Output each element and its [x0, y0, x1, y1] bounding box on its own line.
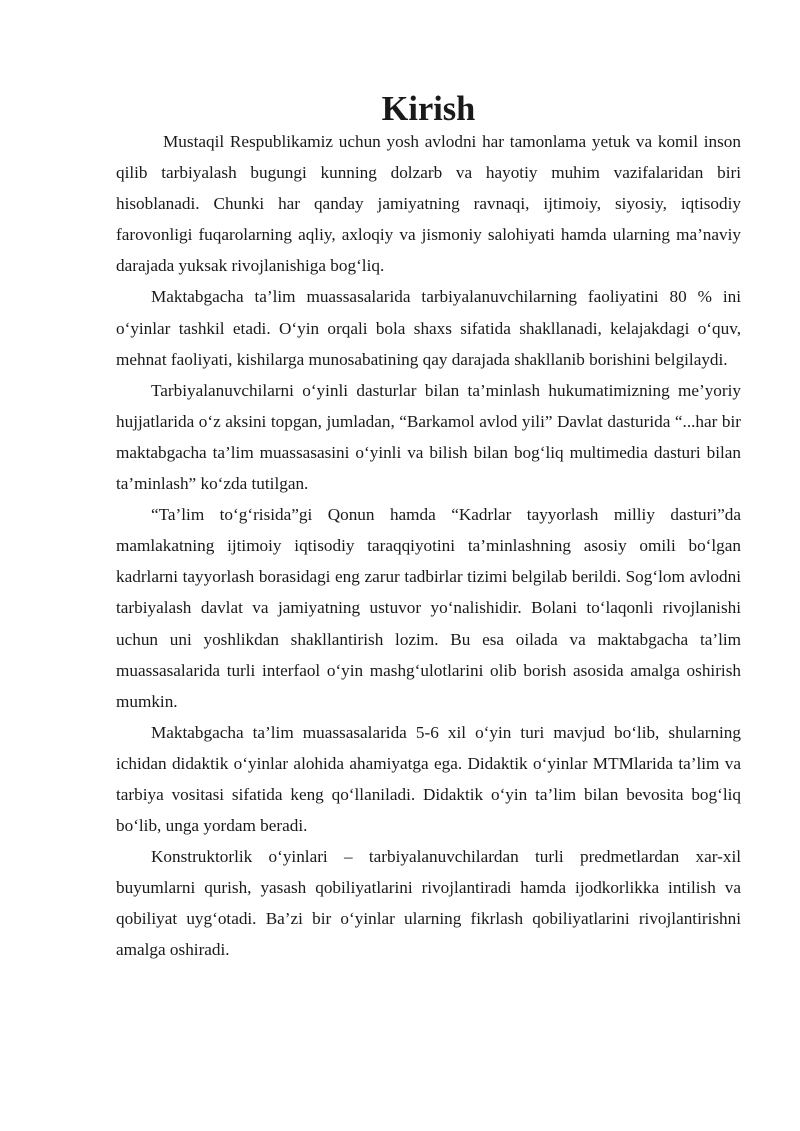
document-body	[116, 92, 741, 966]
paragraph-play-programs: Tarbiyalanuvchilarni o‘yinli dasturlar bilan ta’minlash hukumatimizning me’yoriy hujjatlarida o‘z aksini topgan, jumladan, “Barkamol avlod yili” Davlat dasturida “...har bir maktabgacha ta’lim muassasasini o‘yinli va bilish bilan bog‘liq multimedia dasturi bilan ta’minlash” ko‘zda tutilgan.	[116, 380, 741, 494]
paragraph-play-activity: Maktabgacha ta’lim muassasalarida tarbiyalanuvchilarning faoliyatini 80 % ini o‘yinlar tashkil etadi. O‘yin orqali bola shaxs sifatida shakllanadi, kelajakdagi o‘quv, mehnat faoliyati, kishilarga munosabatining qay darajada shakllanib borishini belgilaydi.	[116, 287, 741, 369]
paragraph-didactic-games: Maktabgacha ta’lim muassasalarida 5-6 xil o‘yin turi mavjud bo‘lib, shularning ichidan didaktik o‘yinlar alohida ahamiyatga ega. Didaktik o‘yinlar MTMlarida ta’lim va tarbiya vositasi sifatida keng qo‘llaniladi. Didaktik o‘yin ta’lim bilan bevosita bog‘liq bo‘lib, unga yordam beradi.	[116, 722, 741, 836]
paragraph-intro: Mustaqil Respublikamiz uchun yosh avlodni har tamonlama yetuk va komil inson qilib tarbiyalash bugungi kunning dolzarb va hayotiy muhim vazifalaridan biri hisoblanadi. Chunki har qanday jamiyatning ravnaqi, ijtimoiy, siyosiy, iqtisodiy farovonligi fuqarolarning aqliy, axloqiy va jismoniy salohiyati hamda ularning ma’naviy darajada yuksak rivojlanishiga bog‘liq.	[116, 132, 741, 276]
paragraph-education-law: “Ta’lim to‘g‘risida”gi Qonun hamda “Kadrlar tayyorlash milliy dasturi”da mamlakatning ijtimoiy iqtisodiy taraqqiyotini ta’minlashning asosiy omili bo‘lgan kadrlarni tayyorlash borasidagi eng zarur tadbirlar tizimi belgilab berildi. Sog‘lom avlodni tarbiyalash davlat va jamiyatning ustuvor yo‘nalishidir. Bolani to‘laqonli rivojlanishi uchun uni yoshlikdan shakllantirish lozim. Bu esa oilada va maktabgacha ta’lim muassasalarida turli interfaol o‘yin mashg‘ulotlarini olib borish asosida amalga oshirish mumkin.	[116, 505, 741, 711]
paragraph-construction-games: Konstruktorlik o‘yinlari – tarbiyalanuvchilardan turli predmetlardan xar-xil buyumlarni qurish, yasash qobiliyatlarini rivojlantiradi hamda ijodkorlikka intilish va qobiliyat uyg‘otadi. Ba’zi bir o‘yinlar ularning fikrlash qobiliyatlarini rivojlantirishni amalga oshiradi.	[116, 847, 741, 960]
document-title: Kirish	[381, 90, 476, 128]
